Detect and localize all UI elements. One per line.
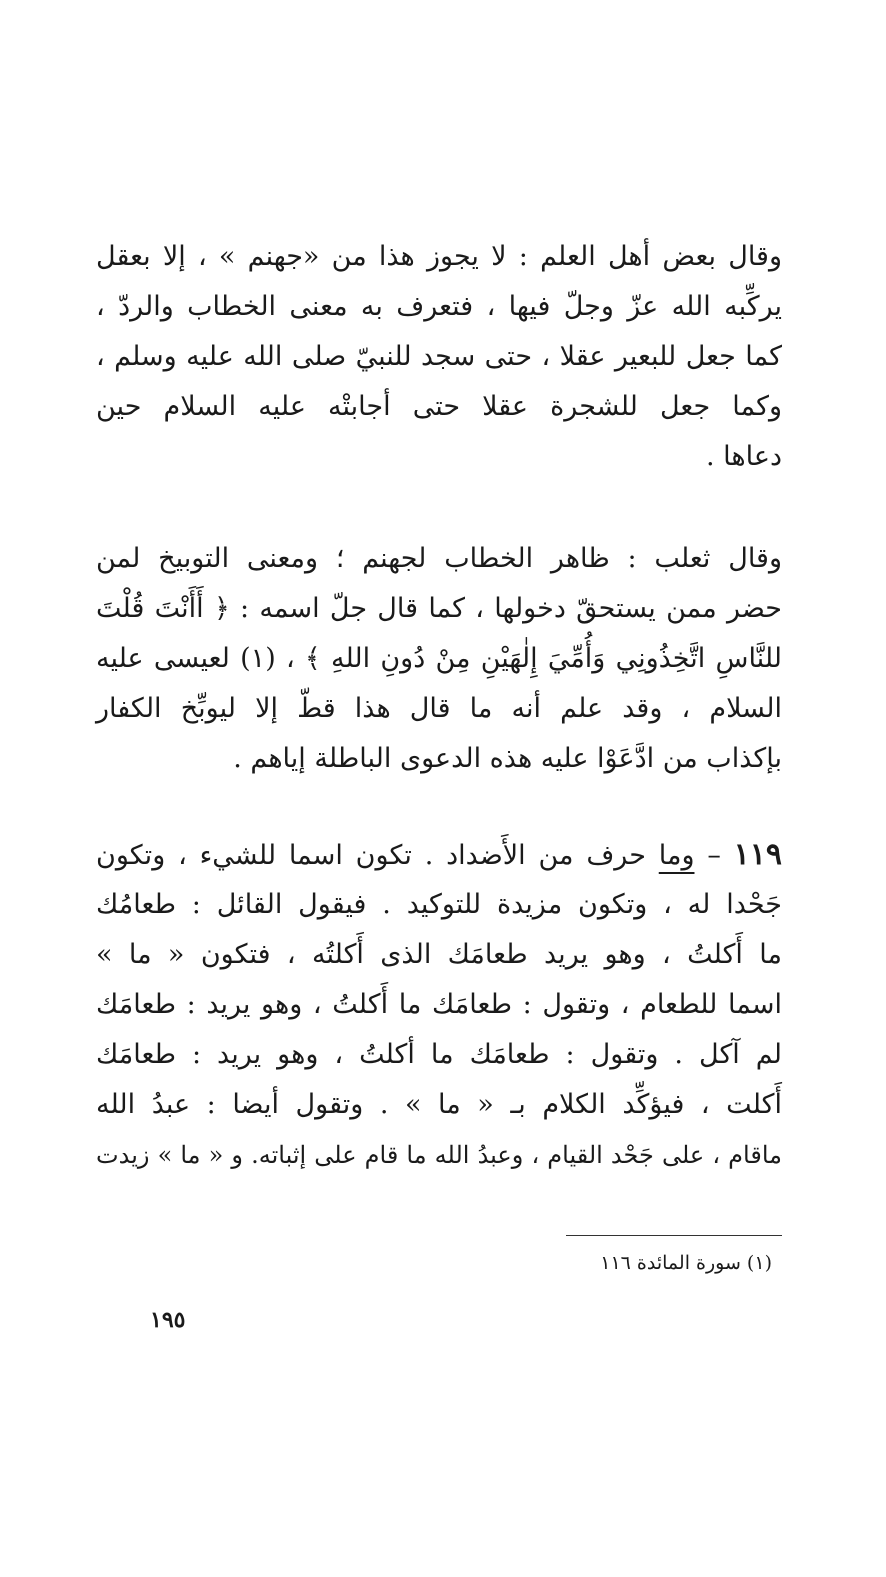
text-line: وكما جعل للشجرة عقلا حتى أجابتْه عليه السلام حين <box>96 391 782 422</box>
text-line: السلام ، وقد علم أنه ما قال هذا قطّ إلا ليوبِّخ الكفار <box>96 693 782 724</box>
paragraph-2 <box>96 534 782 784</box>
page-number: ١٩٥ <box>150 1307 186 1333</box>
text-line: ماقام ، على جَحْد القيام ، وعبدُ الله ما قام على إثباته. و « ما » زيدت <box>96 1141 782 1169</box>
text-line: حضر ممن يستحقّ دخولها ، كما قال جلّ اسمه : ﴿ أَأَنْتَ قُلْتَ <box>96 593 782 624</box>
entry-word: وما <box>658 840 695 871</box>
text-line: جَحْدا له ، وتكون مزيدة للتوكيد . فيقول القائل : طعامُك <box>96 889 782 920</box>
entry-definition-start: حرف من الأَضداد . تكون اسما للشيء ، وتكون <box>96 840 646 871</box>
entry-heading-line <box>96 830 782 880</box>
text-line: اسما للطعام ، وتقول : طعامَك ما أَكلتُ ، وهو يريد : طعامَك <box>96 989 782 1020</box>
text-line: أَكلت ، فيؤكِّد الكلام بـ « ما » . وتقول أيضا : عبدُ الله <box>96 1089 782 1120</box>
text-line: كما جعل للبعير عقلا ، حتى سجد للنبيّ صلى الله عليه وسلم ، <box>96 341 782 372</box>
footnote-divider <box>566 1235 782 1236</box>
text-line: لم آكل . وتقول : طعامَك ما أكلتُ ، وهو يريد : طعامَك <box>96 1039 782 1070</box>
footnote: (١) سورة المائدة ١١٦ <box>600 1252 772 1274</box>
entry-dash: – <box>707 840 721 871</box>
text-line: ما أَكلتُ ، وهو يريد طعامَك الذى أَكلتُه ، فتكون « ما » <box>96 939 782 970</box>
entry-number: ١١٩ <box>733 837 783 872</box>
text-line: دعاها . <box>706 441 782 472</box>
text-line: يركِّبه الله عزّ وجلّ فيها ، فتعرف به معنى الخطاب والردّ ، <box>96 291 782 322</box>
text-line: وقال ثعلب : ظاهر الخطاب لجهنم ؛ ومعنى التوبيخ لمن <box>96 543 782 574</box>
text-line: وقال بعض أهل العلم : لا يجوز هذا من «جهنم » ، إلا بعقل <box>96 241 782 272</box>
text-line: بإكذاب من ادَّعَوْا عليه هذه الدعوى الباطلة إياهم . <box>233 743 782 774</box>
paragraph-1 <box>96 232 782 482</box>
paragraph-3-entry-119 <box>96 830 782 1180</box>
text-line: للنَّاسِ اتَّخِذُونِي وَأُمِّيَ إِلٰهَيْنِ مِنْ دُونِ اللهِ ﴾ ، (١) لعيسى عليه <box>96 643 782 674</box>
